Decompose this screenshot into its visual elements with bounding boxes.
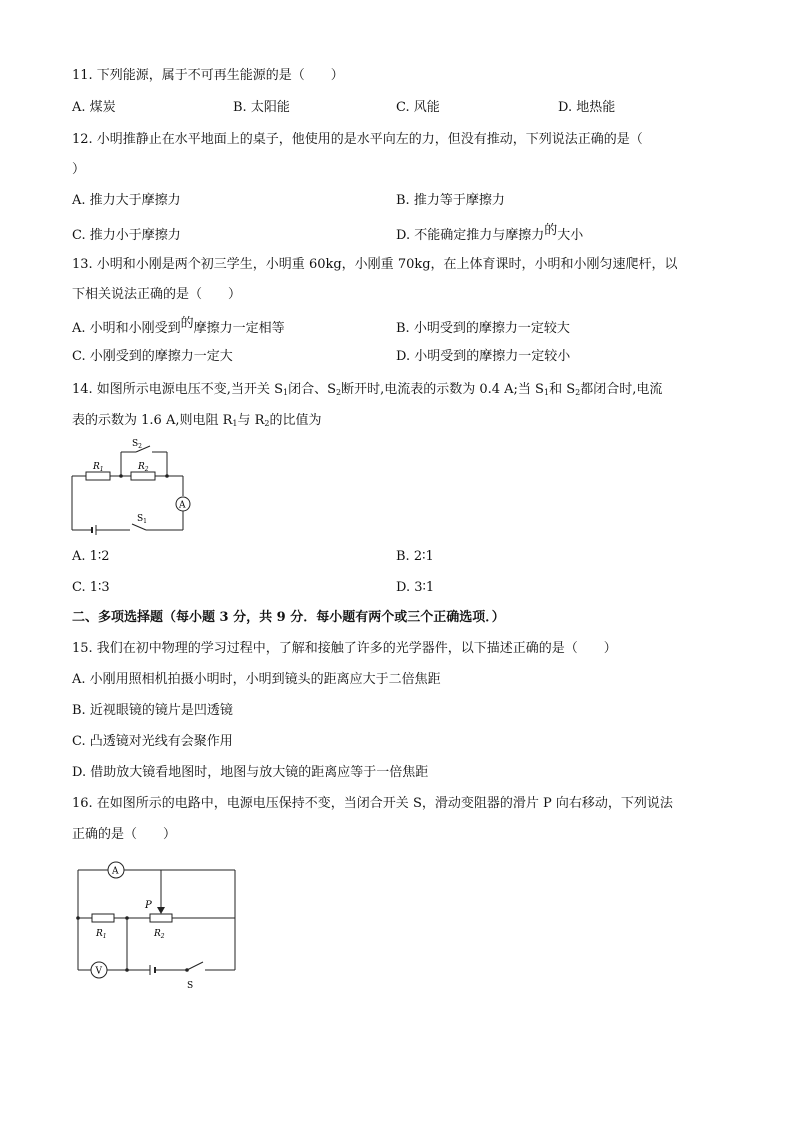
q16-resistor-r2 xyxy=(150,914,172,922)
q14-l2-sub1: 1 xyxy=(232,419,238,428)
q12-option-d-part1: D. 不能确定推力与摩擦力 xyxy=(396,228,545,243)
q11-option-b: B. 太阳能 xyxy=(233,100,290,115)
q16-junction-left xyxy=(76,916,80,920)
q11-stem: 11. 下列能源，属于不可再生能源的是（ ） xyxy=(72,68,344,83)
q14-l1-b: 闭合、S xyxy=(288,382,336,397)
q14-l2-c: 的比值为 xyxy=(269,413,322,428)
q14-label-r2: $R_2$ xyxy=(138,462,149,473)
q15-option-a: A. 小刚用照相机拍摄小明时，小明到镜头的距离应大于二倍焦距 xyxy=(72,672,441,687)
q14-l2-a: 表的示数为 1.6 A,则电阻 R xyxy=(72,413,233,428)
q14-l2-sub2: 2 xyxy=(264,419,270,428)
q14-stem-line1 xyxy=(72,381,662,402)
q14-option-c: C. 1∶3 xyxy=(72,580,110,595)
q16-resistor-r1 xyxy=(92,914,114,922)
q14-l1-e: 都闭合时,电流 xyxy=(580,382,663,397)
q12-option-b: B. 推力等于摩擦力 xyxy=(396,193,505,208)
q12-option-c: C. 推力小于摩擦力 xyxy=(72,228,181,243)
q14-l1-sub1: 1 xyxy=(282,388,289,397)
q14-l1-sub3: 1 xyxy=(543,388,550,397)
q15-option-b: B. 近视眼镜的镜片是凹透镜 xyxy=(72,703,233,718)
q14-resistor-r2 xyxy=(131,472,155,480)
q14-option-d: D. 3∶1 xyxy=(396,580,435,595)
q16-label-r1: $R_1$ xyxy=(96,929,107,940)
q15-stem: 15. 我们在初中物理的学习过程中，了解和接触了许多的光学器件，以下描述正确的是（ ） xyxy=(72,641,617,656)
q14-l2-b: 与 R xyxy=(237,413,265,428)
q13-option-d: D. 小明受到的摩擦力一定较小 xyxy=(396,349,571,364)
q16-junction-mid xyxy=(125,916,129,920)
q11-option-a: A. 煤炭 xyxy=(72,100,116,115)
q12-option-d-part2: 大小 xyxy=(557,228,584,243)
q14-label-s1: $S_1$ xyxy=(137,514,147,525)
q13-option-a-part1: A. 小明和小刚受到 xyxy=(72,321,181,336)
q14-l1-sub4: 2 xyxy=(575,388,581,397)
q14-label-s2: $S_2$ xyxy=(132,439,142,450)
q16-switch-blade xyxy=(187,962,203,970)
q12-option-d-raised: 的 xyxy=(544,223,558,238)
q12-option-a: A. 推力大于摩擦力 xyxy=(72,193,181,208)
q13-option-c: C. 小刚受到的摩擦力一定大 xyxy=(72,349,233,364)
q14-option-b: B. 2∶1 xyxy=(396,549,434,564)
q14-stem-line2 xyxy=(72,412,322,433)
q13-option-a-raised: 的 xyxy=(180,316,194,331)
q14-junction-right xyxy=(165,474,169,478)
section2-title: 二、多项选择题（每小题 3 分，共 9 分．每小题有两个或三个正确选项．） xyxy=(72,610,505,625)
q15-option-c: C. 凸透镜对光线有会聚作用 xyxy=(72,734,233,749)
q16-junction-bottom xyxy=(125,968,129,972)
q14-l1-sub2: 2 xyxy=(335,388,342,397)
q16-circuit-diagram xyxy=(70,856,242,992)
q16-stem-line2: 正确的是（ ） xyxy=(72,827,177,842)
q16-switch-contact xyxy=(185,968,189,972)
q15-option-d: D. 借助放大镜看地图时，地图与放大镜的距离应等于一倍焦距 xyxy=(72,765,429,780)
q12-stem-line2: ） xyxy=(72,162,86,177)
q16-label-p: P xyxy=(145,900,152,911)
q12-option-d xyxy=(396,223,584,245)
q14-label-r1: $R_1$ xyxy=(93,462,104,473)
q16-label-switch: S xyxy=(187,981,194,991)
q14-circuit-diagram xyxy=(66,432,196,538)
q14-l1-c: 断开时,电流表的示数为 0.4 A;当 S xyxy=(341,382,544,397)
q14-label-ammeter: A xyxy=(179,500,186,511)
q14-l1-d: 和 S xyxy=(549,382,576,397)
q13-option-a xyxy=(72,316,285,338)
q13-stem-line2: 下相关说法正确的是（ ） xyxy=(72,287,242,302)
q11-option-d: D. 地热能 xyxy=(558,100,616,115)
q16-slider-arrow xyxy=(157,907,165,914)
q13-stem-line1: 13. 小明和小刚是两个初三学生，小明重 60kg，小刚重 70kg，在上体育课时，小明和小刚匀速爬杆，以 xyxy=(72,257,678,272)
q14-resistor-r1 xyxy=(86,472,110,480)
q13-option-a-part2: 摩擦力一定相等 xyxy=(193,321,285,336)
q16-label-r2: $R_2$ xyxy=(154,929,165,940)
q16-label-ammeter: A xyxy=(112,866,119,877)
q16-stem-line1: 16. 在如图所示的电路中，电源电压保持不变，当闭合开关 S，滑动变阻器的滑片 P 向右移动，下列说法 xyxy=(72,796,673,811)
q14-option-a: A. 1∶2 xyxy=(72,549,110,564)
q14-l1-a: 14. 如图所示电源电压不变,当开关 S xyxy=(72,382,283,397)
q12-stem-line1: 12. 小明推静止在水平地面上的桌子，他使用的是水平向左的力，但没有推动，下列说法正确的是（ xyxy=(72,132,643,147)
q14-junction-left xyxy=(119,474,123,478)
q11-option-c: C. 风能 xyxy=(396,100,440,115)
q16-label-voltmeter: V xyxy=(95,966,102,977)
q13-option-b: B. 小明受到的摩擦力一定较大 xyxy=(396,321,570,336)
